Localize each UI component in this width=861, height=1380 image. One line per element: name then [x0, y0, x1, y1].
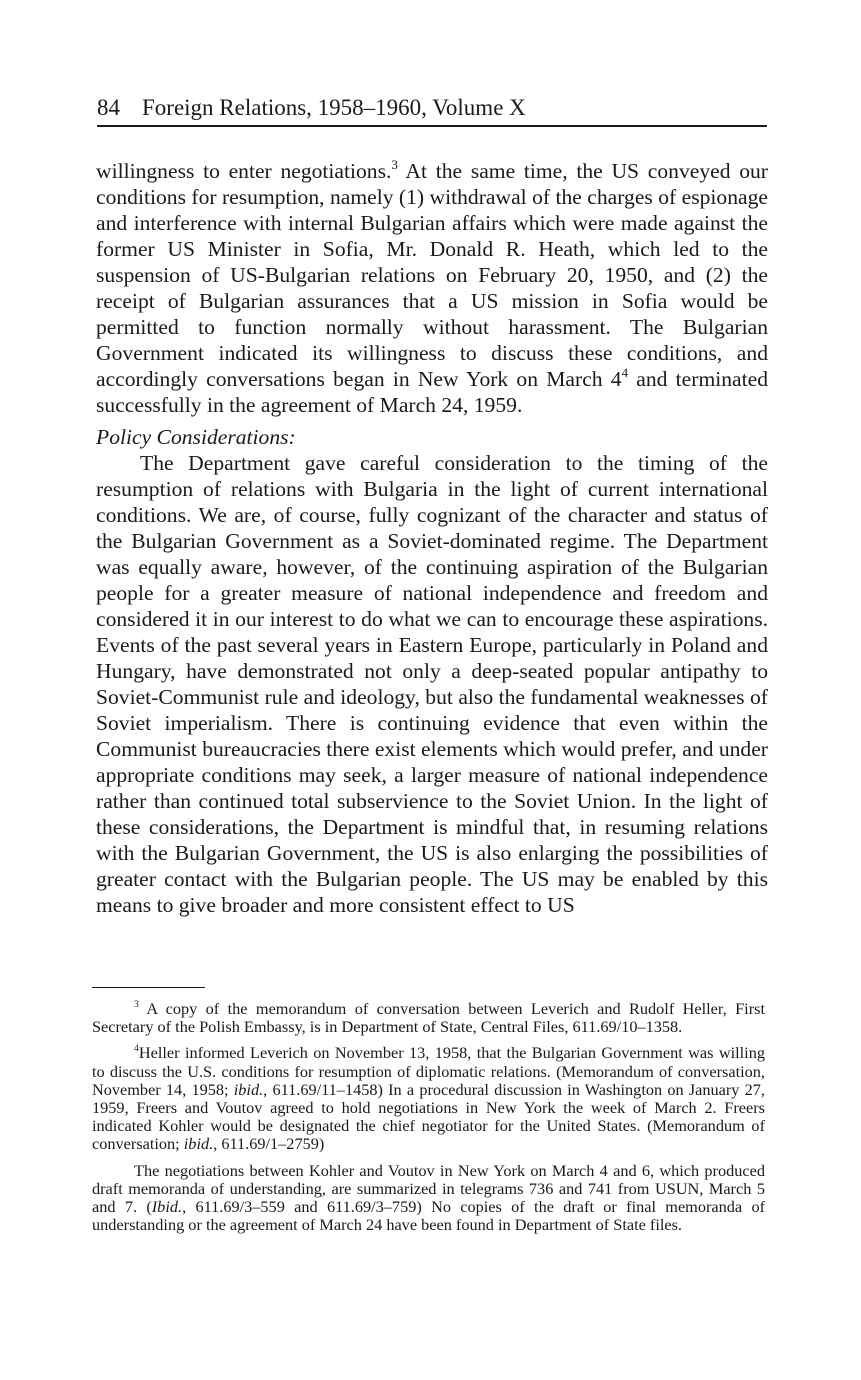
footnote-4-marker: 4	[134, 1043, 139, 1055]
footnote-4-ibid-2: ibid.	[183, 1134, 214, 1154]
footnote-4-cont-ibid: Ibid.	[151, 1197, 183, 1217]
footnote-4-text-a: Heller informed Leverich on November 13, 1958, that the Bulgarian Government was willing to discuss the U.S. conditions for resumption of diplomatic relations. (Memorandum of conversation, November 14, 1958;	[92, 1043, 765, 1099]
footnote-3-text: A copy of the memorandum of conversation between Leverich and Rudolf Heller, First Secretary of the Polish Embassy, is in Department of State, Central Files, 611.69/10–1358.	[92, 999, 765, 1037]
footnote-4-continued	[92, 1162, 765, 1235]
footnote-3-marker: 3	[134, 999, 139, 1011]
paragraph-1-text-c: and terminated successfully in the agreement of March 24, 1959.	[96, 367, 768, 417]
paragraph-1-text-b: At the same time, the US conveyed our conditions for resumption, namely (1) withdrawal of the charges of espionage and interference with internal Bulgarian affairs which were made against the former US Minister in Sofia, Mr. Donald R. Heath, which led to the suspension of US-Bulgarian relations on February 20, 1950, and (2) the receipt of Bulgarian assurances that a US mission in Sofia would be permitted to function normally without harassment. The Bulgarian Government indicated its willingness to discuss these conditions, and accordingly conversations began in New York on March 4	[96, 159, 768, 391]
footnote-3	[92, 1000, 765, 1036]
paragraph-1-text-a: willingness to enter negotiations.	[96, 159, 392, 183]
footnote-4-cont-text-b: , 611.69/3–559 and 611.69/3–759) No copies of the draft or final memoranda of understanding or the agreement of March 24 have been found in Department of State files.	[92, 1197, 766, 1235]
footnote-ref-4[interactable]: 4	[621, 364, 629, 380]
footnote-divider	[92, 987, 205, 988]
paragraph-2: The Department gave careful consideration to the timing of the resumption of relations with Bulgaria in the light of current international conditions. We are, of course, fully cognizant of the character and status of the Bulgarian Government as a Soviet-dominated regime. The Department was equally aware, however, of the continuing aspiration of the Bulgarian people for a greater measure of national independence and freedom and considered it in our interest to do what we can to encourage these aspirations. Events of the past several years in Eastern Europe, particularly in Poland and Hungary, have demonstrated not only a deep-seated popular antipathy to Soviet-Communist rule and ideology, but also the fundamental weaknesses of Soviet imperialism. There is continuing evidence that even within the Communist bureaucracies there exist elements which would prefer, and under appropriate conditions may seek, a larger measure of national independence rather than continued total subservience to the Soviet Union. In the light of these considerations, the Department is mindful that, in resuming relations with the Bulgarian Government, the US is also enlarging the possibilities of greater contact with the Bulgarian people. The US may be enabled by this means to give broader and more consistent effect to US	[96, 451, 768, 917]
footnote-4-cont-text-a: The negotiations between Kohler and Voutov in New York on March 4 and 6, which produced draft memoranda of understanding, are summarized in telegrams 736 and 741 from USUN, March 5 and 7. (	[92, 1160, 765, 1217]
main-text	[96, 158, 768, 918]
footnote-4-ibid-1: ibid.	[233, 1079, 264, 1099]
footnote-4	[92, 1044, 765, 1153]
running-header	[97, 94, 767, 127]
footnote-ref-3[interactable]: 3	[391, 156, 398, 172]
footnotes	[92, 1000, 765, 1234]
paragraph-1	[96, 158, 768, 418]
page-number: 84	[97, 95, 120, 120]
running-title: Foreign Relations, 1958–1960, Volume X	[142, 95, 526, 120]
section-heading: Policy Considerations:	[96, 425, 296, 449]
footnote-4-text-c: , 611.69/1–2759)	[213, 1134, 325, 1154]
footnote-4-text-b: , 611.69/11–1458) In a procedural discussion in Washington on January 27, 1959, Freers and Voutov agreed to hold negotiations in New York the week of March 2. Freers indicated Kohler would be designated the chief negotiator for the United States. (Memorandum of conversation;	[92, 1079, 765, 1154]
